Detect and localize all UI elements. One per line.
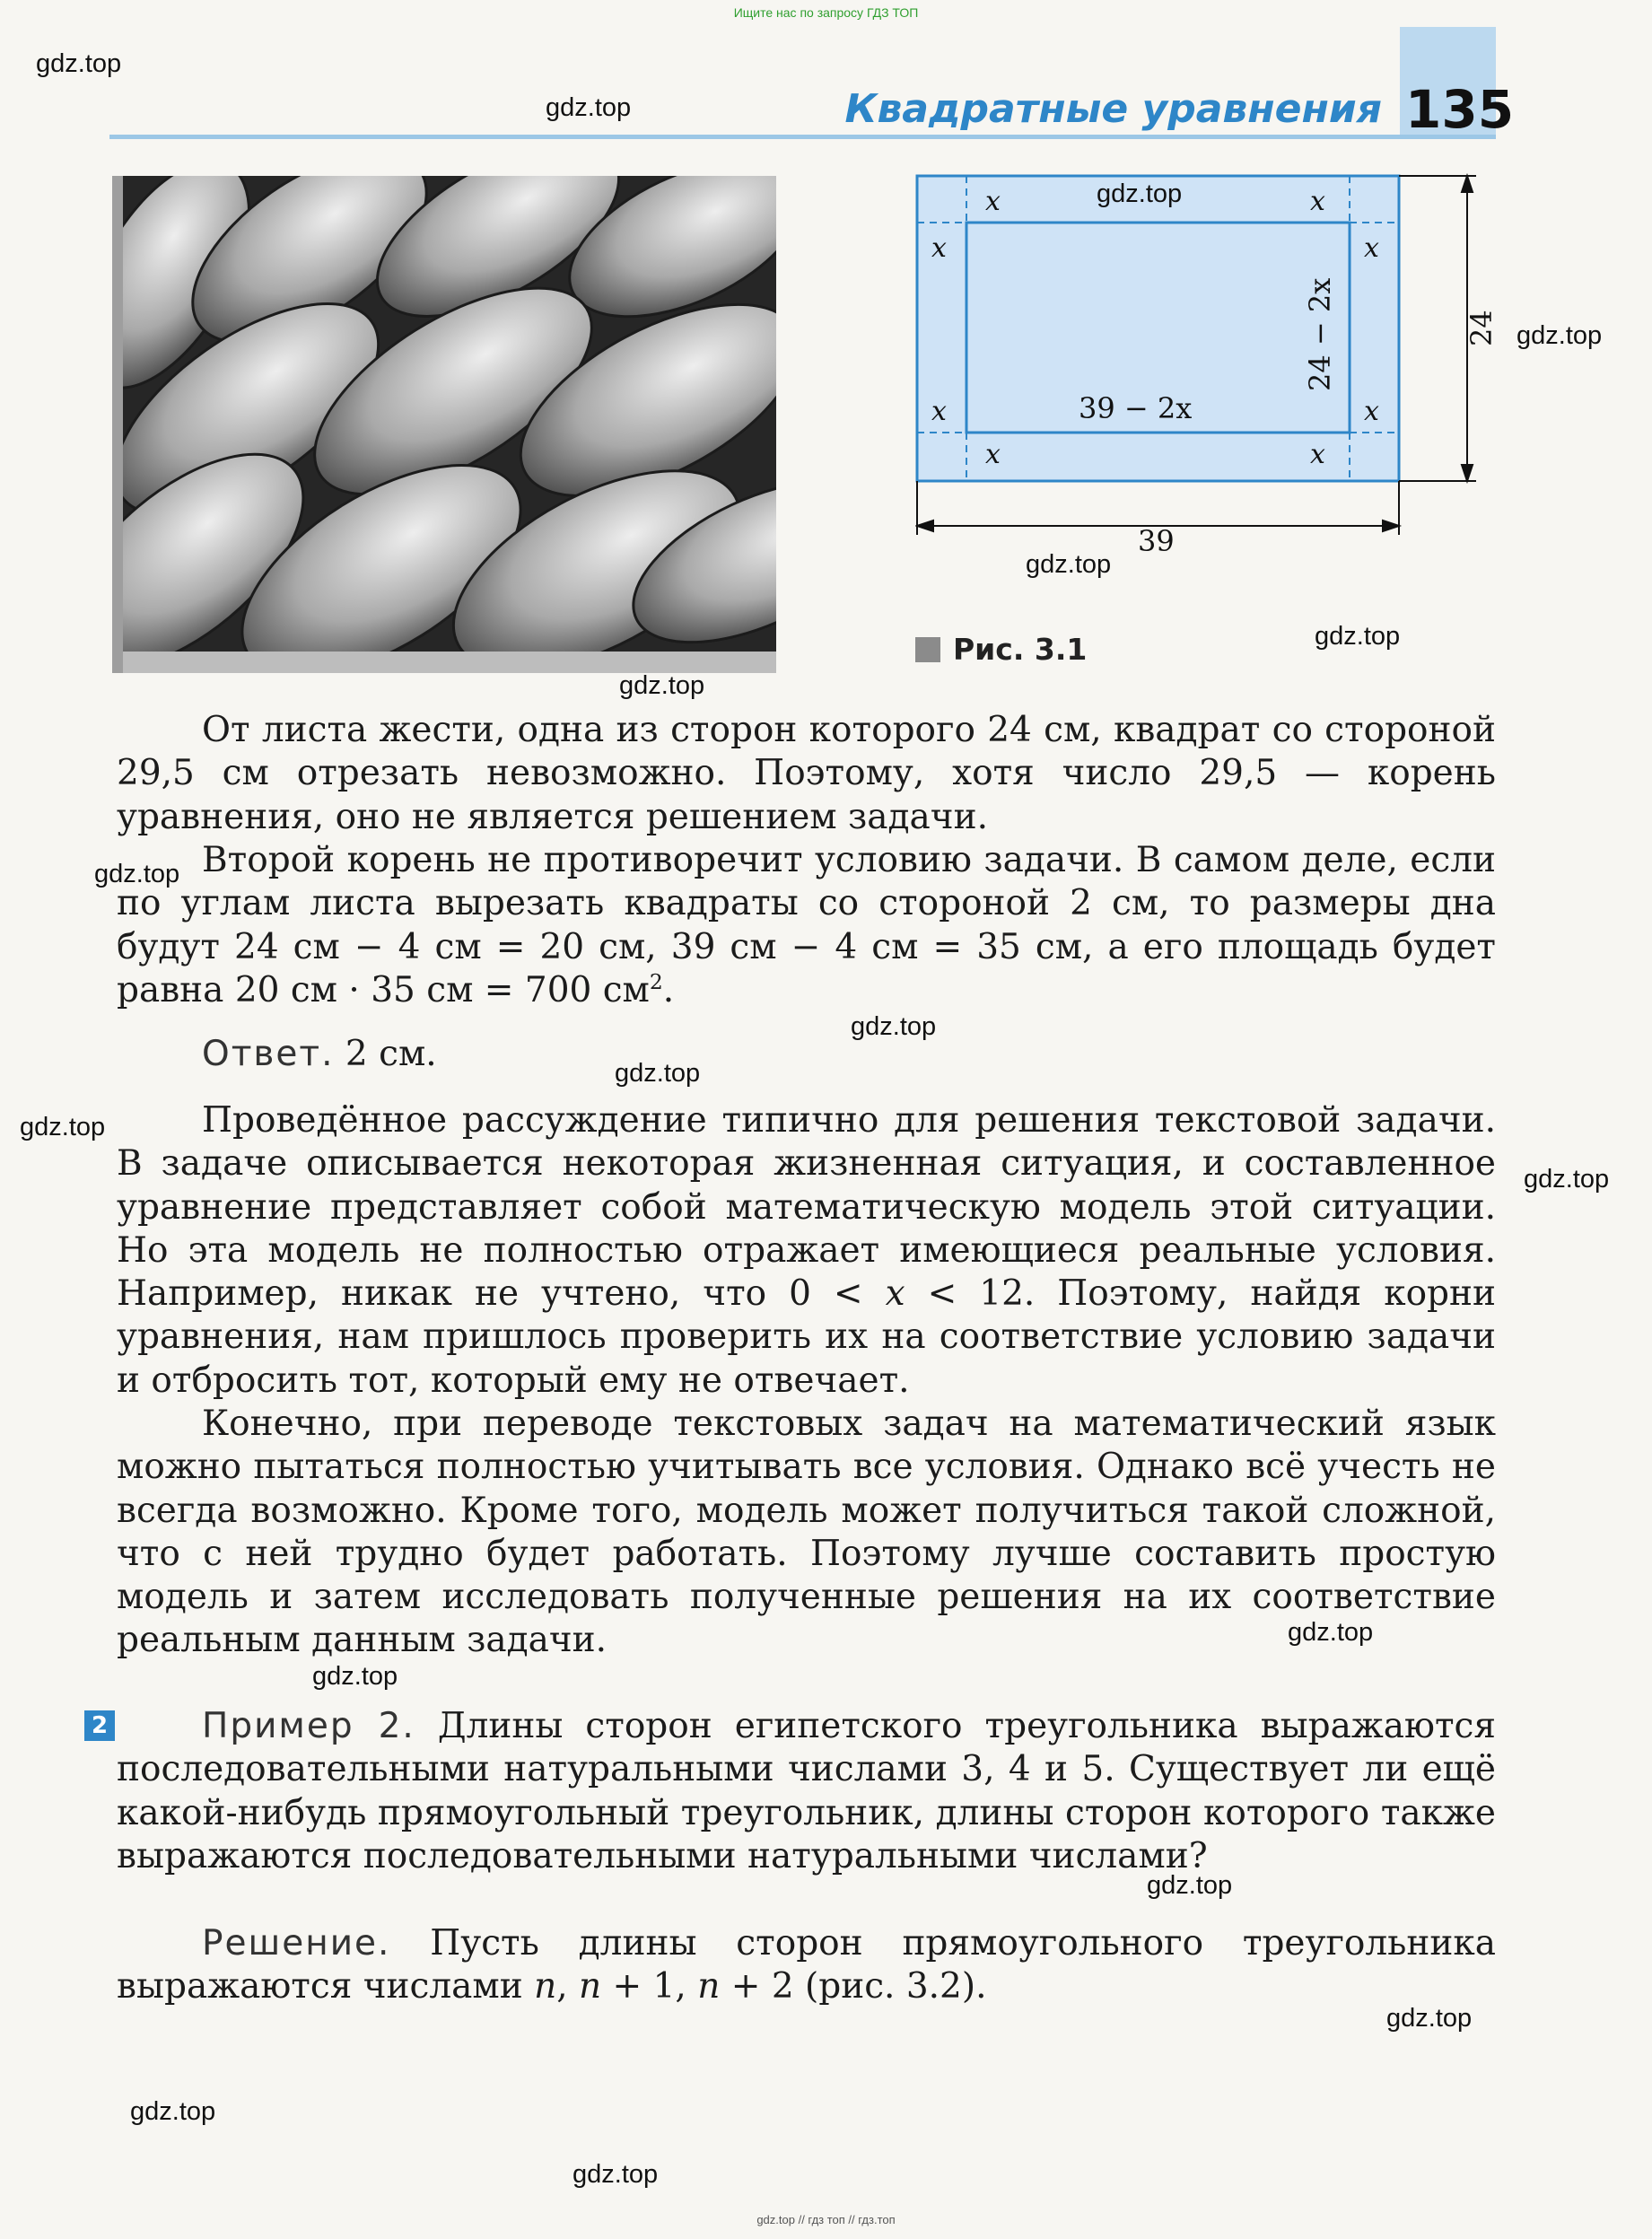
corner-label: x: [931, 232, 947, 264]
variable-n: n: [579, 1966, 602, 2007]
figure-3-1: [915, 167, 1503, 562]
watermark: gdz.top: [619, 671, 705, 700]
header-rule: [109, 135, 1496, 139]
example-number-badge: 2: [84, 1710, 115, 1741]
answer-value: 2 см.: [345, 1034, 437, 1074]
paragraph-3-text-a: Проведённое рассуждение типично для решения текстовой задачи. В задаче описывается некоторая жизненная ситуация, и составленное уравнение представляет собой математическую модель этой ситуации. Но эта модель не полностью отражает имеющиеся реальные условия. Например, никак не учтено, что 0 <: [117, 1100, 1496, 1315]
corner-label: x: [1310, 186, 1325, 217]
variable-n: n: [697, 1966, 721, 2007]
answer-line: [202, 1034, 437, 1074]
variable-n: n: [534, 1966, 557, 2007]
solution-text-a: Пусть длины сторон прямоугольного треугольника выражаются числами: [117, 1923, 1496, 2007]
answer-label: Ответ.: [202, 1034, 335, 1074]
corner-label: x: [1364, 396, 1379, 427]
watermark: gdz.top: [312, 1662, 398, 1691]
paragraph-2-text: Второй корень не противоречит условию задачи. В самом деле, если по углам листа вырезать квадраты со стороной 2 см, то размеры дна будут 24 см − 4 см = 20 см, 39 см − 4 см = 35 см, а его площадь будет равна 20 см · 35 см = 700 см: [117, 840, 1496, 1010]
corner-label: x: [931, 396, 947, 427]
outer-height-label: 24: [1464, 310, 1499, 346]
watermark: gdz.top: [1288, 1618, 1374, 1647]
watermark: gdz.top: [130, 2097, 216, 2126]
watermark: gdz.top: [1315, 622, 1401, 651]
inner-height-label: 24 − 2x: [1303, 277, 1337, 391]
solution: [117, 1922, 1496, 2009]
watermark: gdz.top: [1026, 550, 1112, 579]
paragraph-2-end: .: [662, 969, 675, 1010]
watermark: gdz.top: [20, 1113, 106, 1141]
paragraph-1: [117, 709, 1496, 839]
top-note: Ищите нас по запросу ГДЗ ТОП: [733, 5, 919, 20]
figure-caption: Рис. 3.1: [953, 632, 1088, 667]
solution-sep-1: ,: [556, 1966, 580, 2007]
paragraph-3: [117, 1099, 1496, 1403]
watermark: gdz.top: [615, 1059, 701, 1088]
watermark: gdz.top: [94, 860, 180, 888]
page-title: Квадратные уравнения: [844, 86, 1382, 132]
paragraph-1-text: От листа жести, одна из сторон которого 24 см, квадрат со стороной 29,5 см отрезать невозможно. Поэтому, хотя число 29,5 — корень уравнения, оно не является решением задачи.: [117, 710, 1496, 837]
example-2: [117, 1705, 1496, 1878]
variable-x: x: [885, 1273, 905, 1315]
watermark: gdz.top: [851, 1012, 937, 1041]
watermark: gdz.top: [1097, 179, 1183, 208]
paragraph-4-text: Конечно, при переводе текстовых задач на математический язык можно пытаться полностью учитывать все условия. Однако всё учесть не всегда возможно. Кроме того, модель может получиться такой сложной, что с ней трудно будет работать. Поэтому лучше составить простую модель и затем исследовать полученные решения на их соответствие реальным данным задачи.: [117, 1404, 1496, 1661]
pies-photo: [112, 176, 776, 673]
watermark: gdz.top: [573, 2160, 659, 2189]
watermark: gdz.top: [1386, 2004, 1473, 2033]
corner-label: x: [985, 186, 1001, 217]
watermark: gdz.top: [1517, 321, 1603, 350]
corner-label: x: [1310, 439, 1325, 470]
example-text: Длины сторон египетского треугольника выражаются последовательными натуральными числами 3, 4 и 5. Существует ли ещё какой-нибудь прямоугольный треугольник, длины сторон которого также выражаются последовательными натуральными числами?: [117, 1706, 1496, 1876]
example-label: Пример 2.: [202, 1706, 415, 1746]
corner-label: x: [985, 439, 1001, 470]
corner-label: x: [1364, 232, 1379, 264]
bottom-note: gdz.top // гдз топ // гдз.топ: [756, 2213, 896, 2226]
solution-sep-2: + 1,: [601, 1966, 698, 2007]
paragraph-2: [117, 839, 1496, 1012]
paragraph-3-text-b: < 12. Поэтому, найдя корни уравнения, нам пришлось проверить их на соответствие условию задачи и отбросить тот, который ему не отвечает.: [117, 1273, 1497, 1401]
watermark: gdz.top: [1147, 1871, 1233, 1900]
page-number: 135: [1405, 79, 1515, 140]
watermark: gdz.top: [36, 49, 122, 78]
inner-width-label: 39 − 2x: [1079, 391, 1193, 425]
watermark: gdz.top: [546, 93, 632, 122]
outer-width-label: 39: [1138, 524, 1175, 558]
caption-marker: [915, 637, 940, 662]
solution-label: Решение.: [202, 1923, 391, 1963]
superscript-2: 2: [649, 968, 663, 994]
solution-text-end: + 2 (рис. 3.2).: [720, 1966, 987, 2007]
watermark: gdz.top: [1524, 1165, 1610, 1194]
